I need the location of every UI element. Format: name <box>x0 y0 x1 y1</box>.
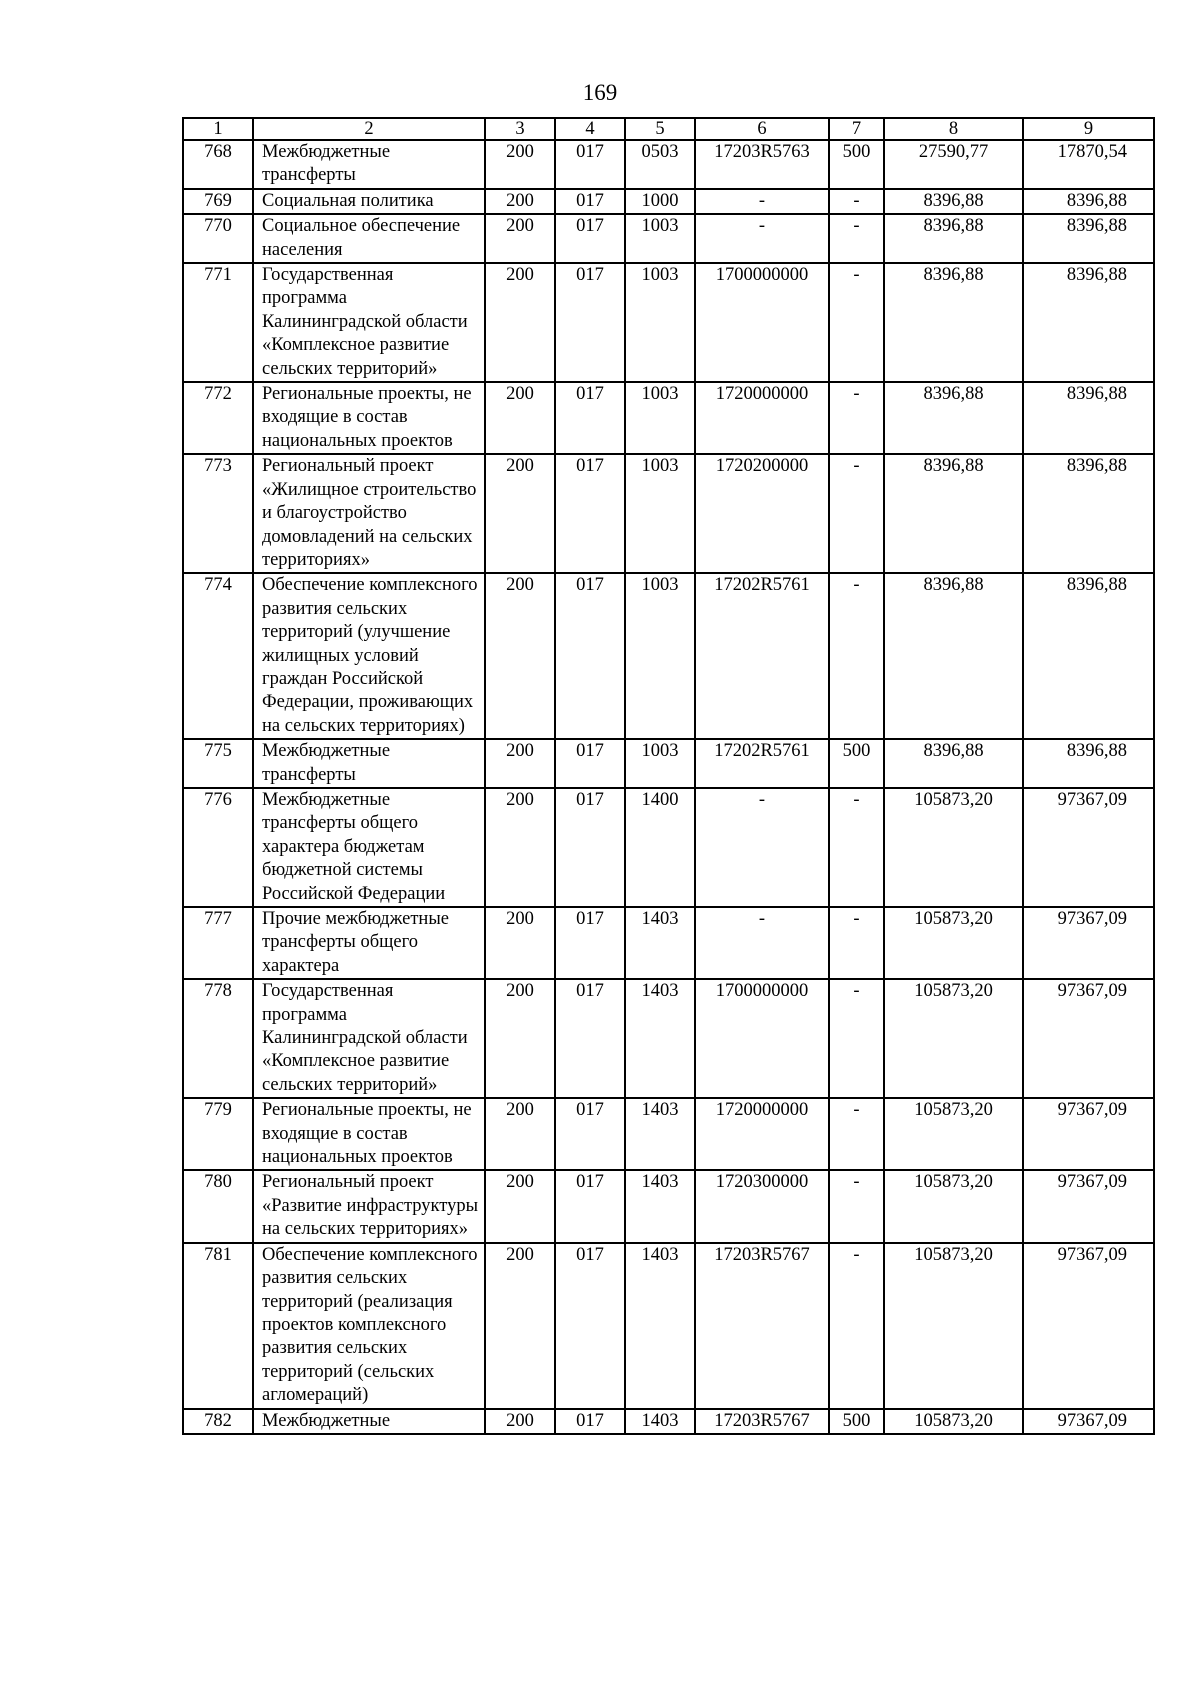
code-ministry-cell: 200 <box>485 214 555 263</box>
amount-year-2-cell: 97367,09 <box>1023 1409 1154 1434</box>
table-row <box>183 1409 1154 1434</box>
code-section-cell: 1003 <box>625 214 695 263</box>
code-expense-type-cell: 500 <box>829 1409 884 1434</box>
row-number-cell: 780 <box>183 1170 253 1242</box>
row-number-cell: 771 <box>183 263 253 382</box>
header-cell: 3 <box>485 118 555 140</box>
amount-year-1-cell: 8396,88 <box>884 382 1023 454</box>
item-name-cell: Межбюджетные <box>253 1409 485 1434</box>
header-cell: 6 <box>695 118 829 140</box>
header-row <box>183 118 1154 140</box>
item-name-cell: Региональный проект «Развитие инфраструктуры на сельских территориях» <box>253 1170 485 1242</box>
code-section-cell: 1000 <box>625 189 695 214</box>
table-row <box>183 907 1154 979</box>
code-ministry-cell: 200 <box>485 739 555 788</box>
table-row <box>183 739 1154 788</box>
code-target-cell: 1720000000 <box>695 1098 829 1170</box>
item-name-cell: Межбюджетные трансферты <box>253 140 485 189</box>
header-cell: 1 <box>183 118 253 140</box>
amount-year-1-cell: 105873,20 <box>884 1409 1023 1434</box>
header-cell: 4 <box>555 118 625 140</box>
code-expense-type-cell: 500 <box>829 739 884 788</box>
code-department-cell: 017 <box>555 454 625 573</box>
page-number: 169 <box>582 80 618 105</box>
code-expense-type-cell: - <box>829 979 884 1098</box>
row-number-cell: 774 <box>183 573 253 739</box>
code-expense-type-cell: - <box>829 573 884 739</box>
code-target-cell: 17203R5767 <box>695 1409 829 1434</box>
code-target-cell: 1700000000 <box>695 979 829 1098</box>
code-department-cell: 017 <box>555 382 625 454</box>
amount-year-2-cell: 97367,09 <box>1023 907 1154 979</box>
code-department-cell: 017 <box>555 907 625 979</box>
code-target-cell: - <box>695 189 829 214</box>
code-department-cell: 017 <box>555 1243 625 1409</box>
code-department-cell: 017 <box>555 788 625 907</box>
code-section-cell: 1403 <box>625 1243 695 1409</box>
amount-year-2-cell: 97367,09 <box>1023 1170 1154 1242</box>
table-body <box>183 118 1154 1434</box>
amount-year-2-cell: 8396,88 <box>1023 573 1154 739</box>
budget-table <box>182 117 1155 1435</box>
amount-year-1-cell: 105873,20 <box>884 1098 1023 1170</box>
code-target-cell: 1700000000 <box>695 263 829 382</box>
code-section-cell: 1003 <box>625 739 695 788</box>
amount-year-2-cell: 8396,88 <box>1023 739 1154 788</box>
code-section-cell: 1403 <box>625 1409 695 1434</box>
item-name-cell: Социальное обеспечение населения <box>253 214 485 263</box>
code-section-cell: 1403 <box>625 1098 695 1170</box>
code-target-cell: - <box>695 788 829 907</box>
header-cell: 5 <box>625 118 695 140</box>
amount-year-2-cell: 97367,09 <box>1023 1098 1154 1170</box>
code-ministry-cell: 200 <box>485 454 555 573</box>
code-section-cell: 0503 <box>625 140 695 189</box>
code-target-cell: 1720200000 <box>695 454 829 573</box>
amount-year-1-cell: 27590,77 <box>884 140 1023 189</box>
item-name-cell: Обеспечение комплексного развития сельских территорий (реализация проектов комплексного развития сельских территорий (сельских агломераций) <box>253 1243 485 1409</box>
code-expense-type-cell: - <box>829 788 884 907</box>
code-ministry-cell: 200 <box>485 189 555 214</box>
code-target-cell: 17202R5761 <box>695 739 829 788</box>
code-ministry-cell: 200 <box>485 1170 555 1242</box>
code-expense-type-cell: 500 <box>829 140 884 189</box>
item-name-cell: Региональные проекты, не входящие в состав национальных проектов <box>253 382 485 454</box>
code-section-cell: 1003 <box>625 382 695 454</box>
code-section-cell: 1003 <box>625 573 695 739</box>
item-name-cell: Обеспечение комплексного развития сельских территорий (улучшение жилищных условий граждан Российской Федерации, проживающих на сельских территориях) <box>253 573 485 739</box>
table-row <box>183 382 1154 454</box>
item-name-cell: Межбюджетные трансферты <box>253 739 485 788</box>
table-row <box>183 573 1154 739</box>
code-department-cell: 017 <box>555 140 625 189</box>
amount-year-1-cell: 105873,20 <box>884 979 1023 1098</box>
row-number-cell: 770 <box>183 214 253 263</box>
code-section-cell: 1403 <box>625 907 695 979</box>
row-number-cell: 769 <box>183 189 253 214</box>
code-target-cell: 1720300000 <box>695 1170 829 1242</box>
code-target-cell: - <box>695 907 829 979</box>
item-name-cell: Региональные проекты, не входящие в состав национальных проектов <box>253 1098 485 1170</box>
code-ministry-cell: 200 <box>485 907 555 979</box>
item-name-cell: Межбюджетные трансферты общего характера бюджетам бюджетной системы Российской Федерации <box>253 788 485 907</box>
table-row <box>183 454 1154 573</box>
code-expense-type-cell: - <box>829 382 884 454</box>
code-section-cell: 1400 <box>625 788 695 907</box>
code-department-cell: 017 <box>555 739 625 788</box>
code-ministry-cell: 200 <box>485 382 555 454</box>
amount-year-1-cell: 105873,20 <box>884 1243 1023 1409</box>
row-number-cell: 779 <box>183 1098 253 1170</box>
code-department-cell: 017 <box>555 1409 625 1434</box>
code-ministry-cell: 200 <box>485 979 555 1098</box>
code-target-cell: 17203R5767 <box>695 1243 829 1409</box>
amount-year-1-cell: 8396,88 <box>884 214 1023 263</box>
code-department-cell: 017 <box>555 263 625 382</box>
code-department-cell: 017 <box>555 1170 625 1242</box>
code-department-cell: 017 <box>555 573 625 739</box>
table-row <box>183 214 1154 263</box>
item-name-cell: Государственная программа Калининградской области «Комплексное развитие сельских территорий» <box>253 263 485 382</box>
amount-year-2-cell: 8396,88 <box>1023 189 1154 214</box>
code-target-cell: - <box>695 214 829 263</box>
code-expense-type-cell: - <box>829 263 884 382</box>
amount-year-1-cell: 8396,88 <box>884 189 1023 214</box>
row-number-cell: 775 <box>183 739 253 788</box>
header-cell: 9 <box>1023 118 1154 140</box>
header-cell: 7 <box>829 118 884 140</box>
item-name-cell: Социальная политика <box>253 189 485 214</box>
row-number-cell: 768 <box>183 140 253 189</box>
row-number-cell: 776 <box>183 788 253 907</box>
code-expense-type-cell: - <box>829 189 884 214</box>
amount-year-2-cell: 97367,09 <box>1023 979 1154 1098</box>
code-ministry-cell: 200 <box>485 1098 555 1170</box>
row-number-cell: 772 <box>183 382 253 454</box>
amount-year-1-cell: 8396,88 <box>884 573 1023 739</box>
amount-year-2-cell: 8396,88 <box>1023 214 1154 263</box>
amount-year-2-cell: 8396,88 <box>1023 382 1154 454</box>
code-target-cell: 17202R5761 <box>695 573 829 739</box>
table-row <box>183 263 1154 382</box>
row-number-cell: 781 <box>183 1243 253 1409</box>
amount-year-1-cell: 8396,88 <box>884 263 1023 382</box>
amount-year-1-cell: 8396,88 <box>884 739 1023 788</box>
row-number-cell: 773 <box>183 454 253 573</box>
amount-year-1-cell: 105873,20 <box>884 788 1023 907</box>
amount-year-2-cell: 8396,88 <box>1023 263 1154 382</box>
code-expense-type-cell: - <box>829 907 884 979</box>
item-name-cell: Прочие межбюджетные трансферты общего характера <box>253 907 485 979</box>
code-section-cell: 1003 <box>625 263 695 382</box>
code-expense-type-cell: - <box>829 454 884 573</box>
code-section-cell: 1403 <box>625 979 695 1098</box>
code-target-cell: 17203R5763 <box>695 140 829 189</box>
table-row <box>183 1243 1154 1409</box>
amount-year-1-cell: 8396,88 <box>884 454 1023 573</box>
header-cell: 8 <box>884 118 1023 140</box>
table-row <box>183 1170 1154 1242</box>
table-row <box>183 1098 1154 1170</box>
code-target-cell: 1720000000 <box>695 382 829 454</box>
row-number-cell: 777 <box>183 907 253 979</box>
code-ministry-cell: 200 <box>485 1243 555 1409</box>
amount-year-2-cell: 97367,09 <box>1023 1243 1154 1409</box>
code-department-cell: 017 <box>555 189 625 214</box>
header-cell: 2 <box>253 118 485 140</box>
code-expense-type-cell: - <box>829 1098 884 1170</box>
amount-year-2-cell: 97367,09 <box>1023 788 1154 907</box>
amount-year-1-cell: 105873,20 <box>884 1170 1023 1242</box>
code-department-cell: 017 <box>555 214 625 263</box>
code-ministry-cell: 200 <box>485 263 555 382</box>
code-section-cell: 1003 <box>625 454 695 573</box>
amount-year-2-cell: 17870,54 <box>1023 140 1154 189</box>
code-section-cell: 1403 <box>625 1170 695 1242</box>
amount-year-1-cell: 105873,20 <box>884 907 1023 979</box>
code-department-cell: 017 <box>555 1098 625 1170</box>
code-expense-type-cell: - <box>829 1170 884 1242</box>
code-department-cell: 017 <box>555 979 625 1098</box>
code-ministry-cell: 200 <box>485 1409 555 1434</box>
item-name-cell: Государственная программа Калининградской области «Комплексное развитие сельских территорий» <box>253 979 485 1098</box>
row-number-cell: 782 <box>183 1409 253 1434</box>
table-row <box>183 788 1154 907</box>
code-ministry-cell: 200 <box>485 573 555 739</box>
code-expense-type-cell: - <box>829 214 884 263</box>
code-ministry-cell: 200 <box>485 788 555 907</box>
table-row <box>183 189 1154 214</box>
code-expense-type-cell: - <box>829 1243 884 1409</box>
amount-year-2-cell: 8396,88 <box>1023 454 1154 573</box>
item-name-cell: Региональный проект «Жилищное строительство и благоустройство домовладений на сельских территориях» <box>253 454 485 573</box>
table-row <box>183 979 1154 1098</box>
code-ministry-cell: 200 <box>485 140 555 189</box>
table-row <box>183 140 1154 189</box>
row-number-cell: 778 <box>183 979 253 1098</box>
